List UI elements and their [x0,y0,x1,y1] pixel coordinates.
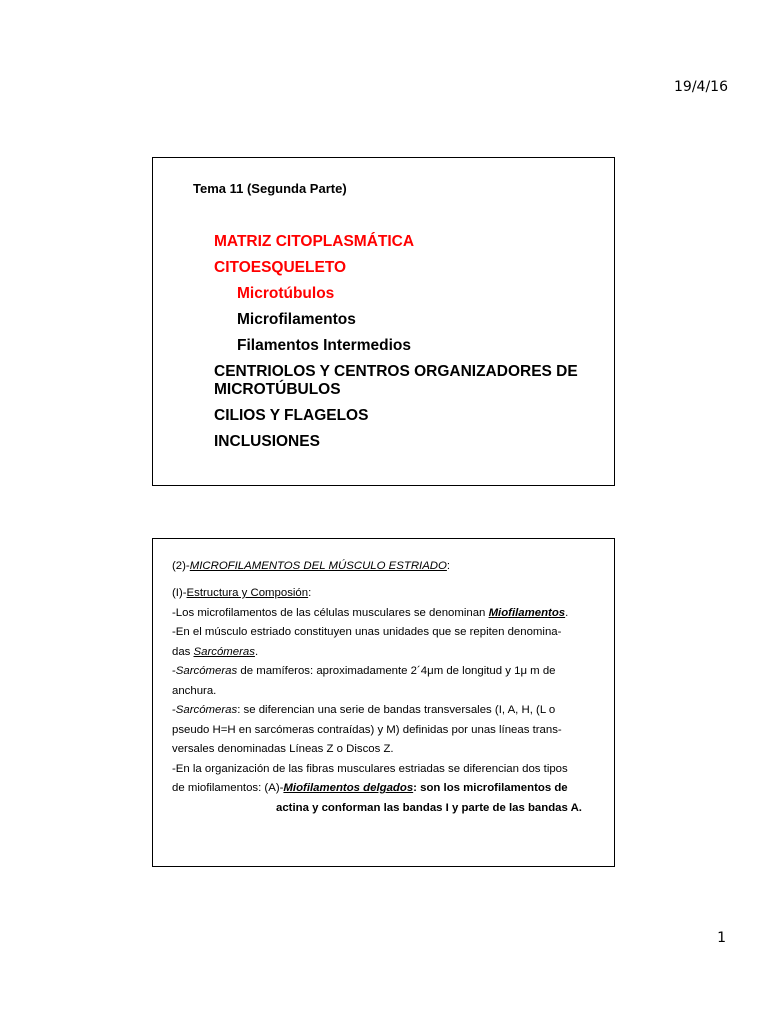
term-sarcomeras: Sarcómeras [175,665,238,677]
date-header: 19/4/16 [674,79,728,95]
topic-matriz: MATRIZ CITOPLASMÁTICA [214,233,415,250]
body-line [172,643,602,663]
heading-text: MICROFILAMENTOS DEL MÚSCULO ESTRIADO [189,560,447,572]
line-text: - [172,704,176,716]
line-text: : se diferencian una serie de bandas transversales (I, A, H, (L o [237,704,556,716]
body-line: pseudo H=H en sarcómeras contraídas) y M) definidas por unas líneas trans- [172,723,562,736]
body-line: actina y conforman las bandas I y parte de las bandas A. [276,801,582,814]
body-line [172,662,602,682]
slide-body [172,584,602,818]
heading-colon: : [446,560,451,572]
line-text: -Los microfilamentos de las células musculares se denominan [172,606,489,619]
topic-inclusiones: INCLUSIONES [214,433,320,450]
topic-microfilamentos: Microfilamentos [237,311,356,328]
slide-thumbnail-1 [152,157,615,486]
body-line [172,604,602,624]
line-text: : son los microfilamentos de [413,782,568,794]
slide-subtitle: Tema 11 (Segunda Parte) [193,181,347,196]
topic-centriolos: CENTRIOLOS Y CENTROS ORGANIZADORES DE MICROTÚBULOS [214,363,578,398]
term-miofilamentos: Miofilamentos [488,606,566,619]
body-line: -En el músculo estriado constituyen unas unidades que se repiten denomina- [172,626,562,638]
section-number: (I)- [172,587,187,599]
section-text: Estructura y Composión [186,587,309,599]
term-sarcomeras: Sarcómeras [193,645,255,658]
line-text: . [565,606,569,619]
section-colon: : [308,587,312,599]
body-line [172,779,602,799]
line-text: das [172,645,194,658]
slide-heading [172,557,602,577]
line-text: de miofilamentos: (A)- [172,782,284,794]
line-text: . [254,645,259,658]
body-line: anchura. [172,684,217,697]
line-text: de mamíferos: aproximadamente 2´4μm de longitud y 1μ m de [237,665,556,677]
page-number: 1 [717,930,726,946]
term-miofilamentos-delgados: Miofilamentos delgados [283,782,414,794]
heading-number: (2)- [172,560,190,572]
topic-filamentos-intermedios: Filamentos Intermedios [237,337,411,354]
section-heading [172,584,602,604]
topic-citoesqueleto: CITOESQUELETO [214,259,347,276]
body-line: versales denominadas Líneas Z o Discos Z. [172,743,394,755]
topic-cilios: CILIOS Y FLAGELOS [214,407,369,424]
line-text: - [172,665,176,677]
topic-microtubulos: Microtúbulos [237,285,335,302]
body-line: -En la organización de las fibras musculares estriadas se diferencian dos tipos [172,762,568,775]
slide-thumbnail-2 [152,538,615,867]
term-sarcomeras: Sarcómeras [175,704,238,716]
body-line [172,701,602,721]
